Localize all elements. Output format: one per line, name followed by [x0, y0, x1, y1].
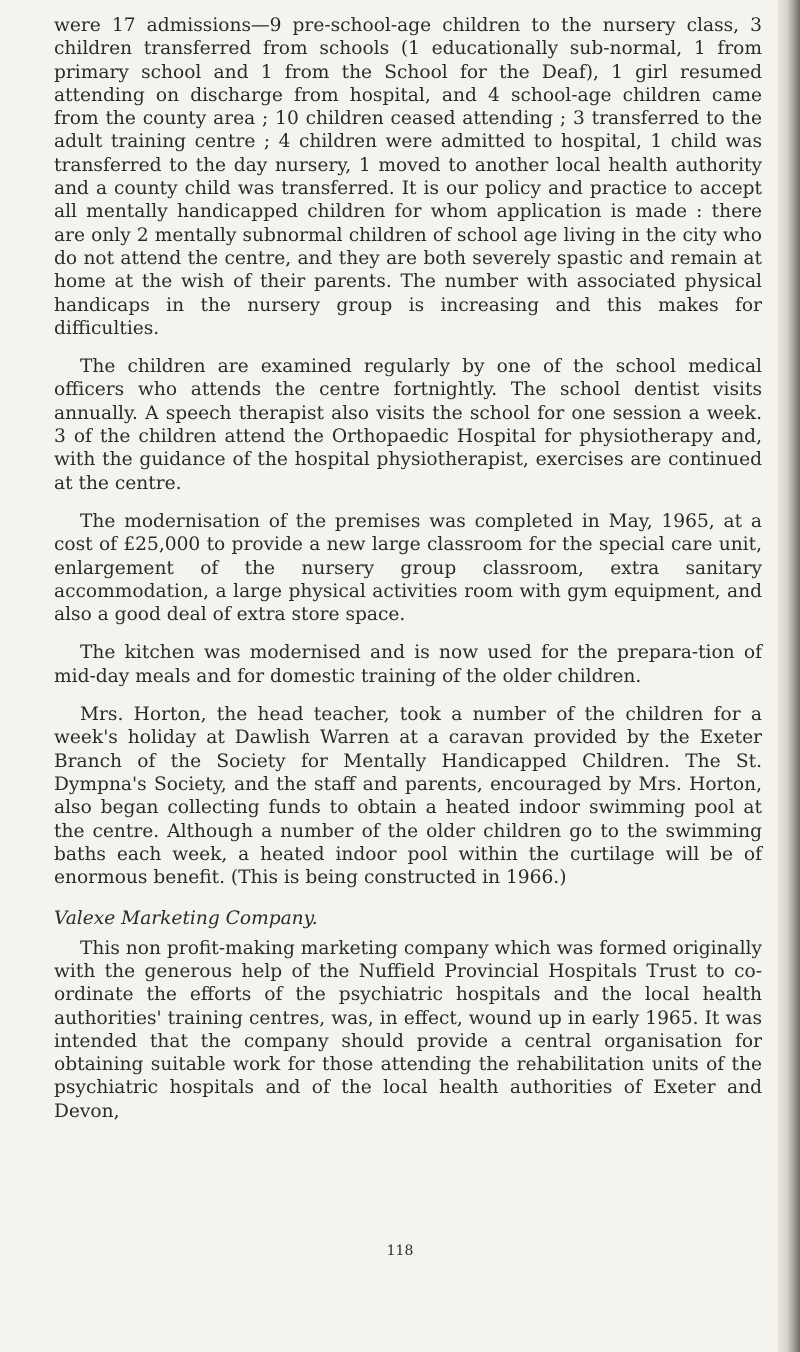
page-edge-shadow: [778, 0, 800, 1352]
paragraph-holiday-swimming-pool: Mrs. Horton, the head teacher, took a number of the children for a week's holiday at Dawlish Warren at a caravan provided by the Exeter Branch of the Society for Mentally Handicapped Children. The St. Dympna's Society, and the staff and parents, encouraged by Mrs. Horton, also began collecting funds to obtain a heated indoor swimming pool at the centre. Although a number of the older children go to the swimming baths each week, a heated indoor pool within the curtilage will be of enormous benefit. (This is being constructed in 1966.): [54, 704, 762, 889]
paragraph-kitchen: The kitchen was modernised and is now used for the prepara-tion of mid-day meals and for domestic training of the older children.: [54, 642, 762, 687]
paragraph-modernisation: The modernisation of the premises was completed in May, 1965, at a cost of £25,000 to provide a new large classroom for the special care unit, enlargement of the nursery group classroom, extra sanitary accommodation, a large physical activities room with gym equipment, and also a good deal of extra store space.: [54, 510, 762, 626]
body-text: [54, 14, 762, 1138]
paragraph-marketing-company: This non profit-making marketing company which was formed originally with the generous help of the Nuffield Provincial Hospitals Trust to co-ordinate the efforts of the psychiatric hospitals and the local health authorities' training centres, was, in effect, wound up in early 1965. It was intended that the company should provide a central organisation for obtaining suitable work for those attending the rehabilitation units of the psychiatric hospitals and of the local health authorities of Exeter and Devon,: [54, 937, 762, 1122]
page-number: 118: [386, 1243, 414, 1259]
paragraph-medical-examination: The children are examined regularly by one of the school medical officers who attends the centre fortnightly. The school dentist visits annually. A speech therapist also visits the school for one session a week. 3 of the children attend the Orthopaedic Hospital for physiotherapy and, with the guidance of the hospital physiotherapist, exercises are continued at the centre.: [54, 356, 762, 494]
section-heading: Valexe Marketing Company.: [54, 908, 318, 930]
paragraph-admissions: were 17 admissions—9 pre-school-age children to the nursery class, 3 children transferred from schools (1 educationally sub-normal, 1 from primary school and 1 from the School for the Deaf), 1 girl resumed attending on discharge from hospital, and 4 school-age children came from the county area ; 10 children ceased attending ; 3 transferred to the adult training centre ; 4 children were admitted to hospital, 1 child was transferred to the day nursery, 1 moved to another local health authority and a county child was transferred. It is our policy and practice to accept all mentally handicapped children for whom application is made : there are only 2 mentally subnormal children of school age living in the city who do not attend the centre, and they are both severely spastic and remain at home at the wish of their parents. The number with associated physical handicaps in the nursery group is increasing and this makes for difficulties.: [54, 15, 762, 339]
